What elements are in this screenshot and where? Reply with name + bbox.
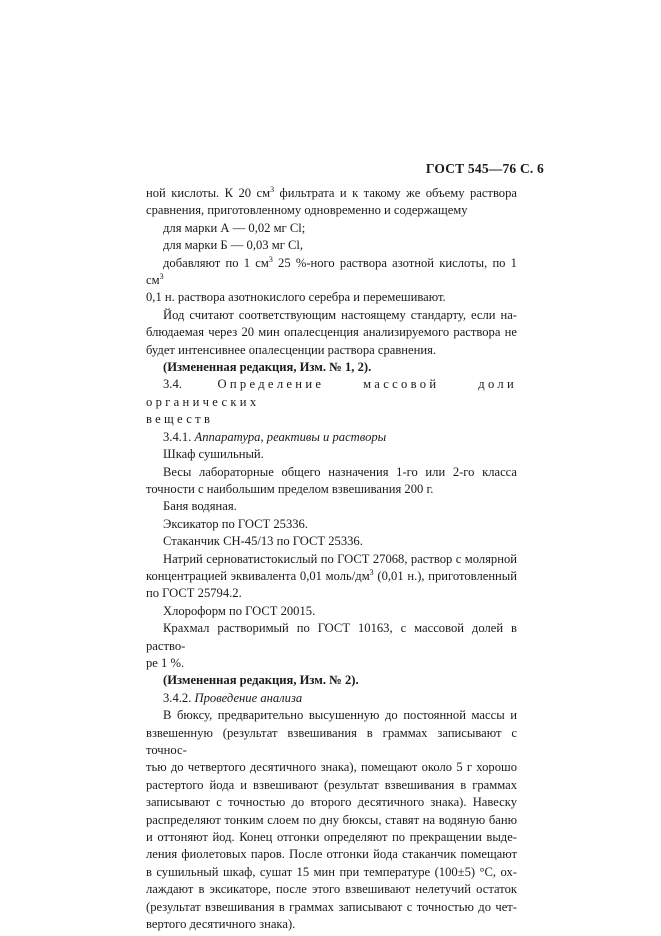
text-line: будет интенсивнее опалесценции раствора сравнения.: [146, 342, 437, 357]
text-line: Йод считают соответствующим настоящему стандарту, если на-: [163, 307, 517, 322]
text-line: добавляют по 1 $см^3$ 25 %-ного раствора азотной кислоты, по 1 $см^3$: [146, 254, 517, 288]
text-line: по ГОСТ 25794.2.: [146, 586, 242, 601]
text-line: лаждают в эксикаторе, после этого взвешивают нелетучий остаток: [146, 882, 517, 897]
text-line: тью до четвертого десятичного знака), помещают около 5 г хорошо: [146, 760, 517, 775]
text-line: ре 1 %.: [146, 655, 185, 670]
text-line: Эксикатор по ГОСТ 25336.: [163, 516, 308, 531]
section-heading: 3.4. Определение массовой доли органических: [146, 377, 518, 409]
text-line: (результат взвешивания в граммах записывают с точностью до чет-: [146, 899, 517, 914]
text-line: точности с наибольшим пределом взвешивания 200 г.: [146, 481, 434, 496]
text-line: для марки Б — 0,03 мг Cl,: [163, 238, 304, 253]
text-line: Шкаф сушильный.: [163, 447, 264, 462]
text-line: и оттоняют йод. Конец отгонки определяют по прекращении выде-: [146, 830, 517, 845]
text-line: Натрий серноватистокислый по ГОСТ 27068, раствор с молярной: [163, 551, 517, 566]
subsection-heading: 3.4.1. Аппаратура, реактивы и растворы: [163, 429, 387, 444]
text-line: в сушильный шкаф, сушат 15 мин при температуре (100±5) °С, ох-: [146, 864, 517, 879]
text-line: концентрацией эквивалента 0,01 моль/$дм^3$ (0,01 н.), приготовленный: [146, 567, 517, 583]
text-line: взвешенную (результат взвешивания в граммах записывают с точнос-: [146, 725, 517, 757]
text-line: записывают с точностью до второго десятичного знака). Навеску: [146, 795, 517, 810]
text-line: Стаканчик СН-45/13 по ГОСТ 25336.: [163, 534, 363, 549]
text-line: ной кислоты. К 20 $см^3$ фильтрата и к такому же объему раствора: [146, 185, 517, 200]
revision-note: (Измененная редакция, Изм. № 2).: [163, 673, 359, 688]
document-body: [146, 185, 517, 933]
text-line: Крахмал растворимый по ГОСТ 10163, с массовой долей в раство-: [146, 621, 517, 653]
text-line: ления фиолетовых паров. После отгонки йода стаканчик помещают: [146, 847, 517, 862]
text-line: В бюксу, предварительно высушенную до постоянной массы и: [163, 708, 517, 723]
section-heading-cont: веществ: [146, 412, 214, 427]
text-line: Хлороформ по ГОСТ 20015.: [163, 603, 316, 618]
subsection-heading: 3.4.2. Проведение анализа: [163, 690, 303, 705]
page-header: ГОСТ 545—76 С. 6: [425, 161, 544, 176]
text-line: вертого десятичного знака).: [146, 917, 296, 932]
text-line: растертого йода и взвешивают (результат взвешивания в граммах: [146, 777, 517, 792]
revision-note: (Измененная редакция, Изм. № 1, 2).: [163, 360, 372, 375]
text-line: блюдаемая через 20 мин опалесценция анализируемого раствора не: [146, 325, 517, 340]
text-line: распределяют тонким слоем по дну бюксы, ставят на водяную баню: [146, 812, 517, 827]
text-line: сравнения, приготовленному одновременно и содержащему: [146, 203, 468, 218]
text-line: для марки А — 0,02 мг Cl;: [163, 220, 306, 235]
text-line: 0,1 н. раствора азотнокислого серебра и перемешивают.: [146, 290, 446, 305]
text-line: Баня водяная.: [163, 499, 237, 514]
text-line: Весы лабораторные общего назначения 1-го или 2-го класса: [163, 464, 517, 479]
